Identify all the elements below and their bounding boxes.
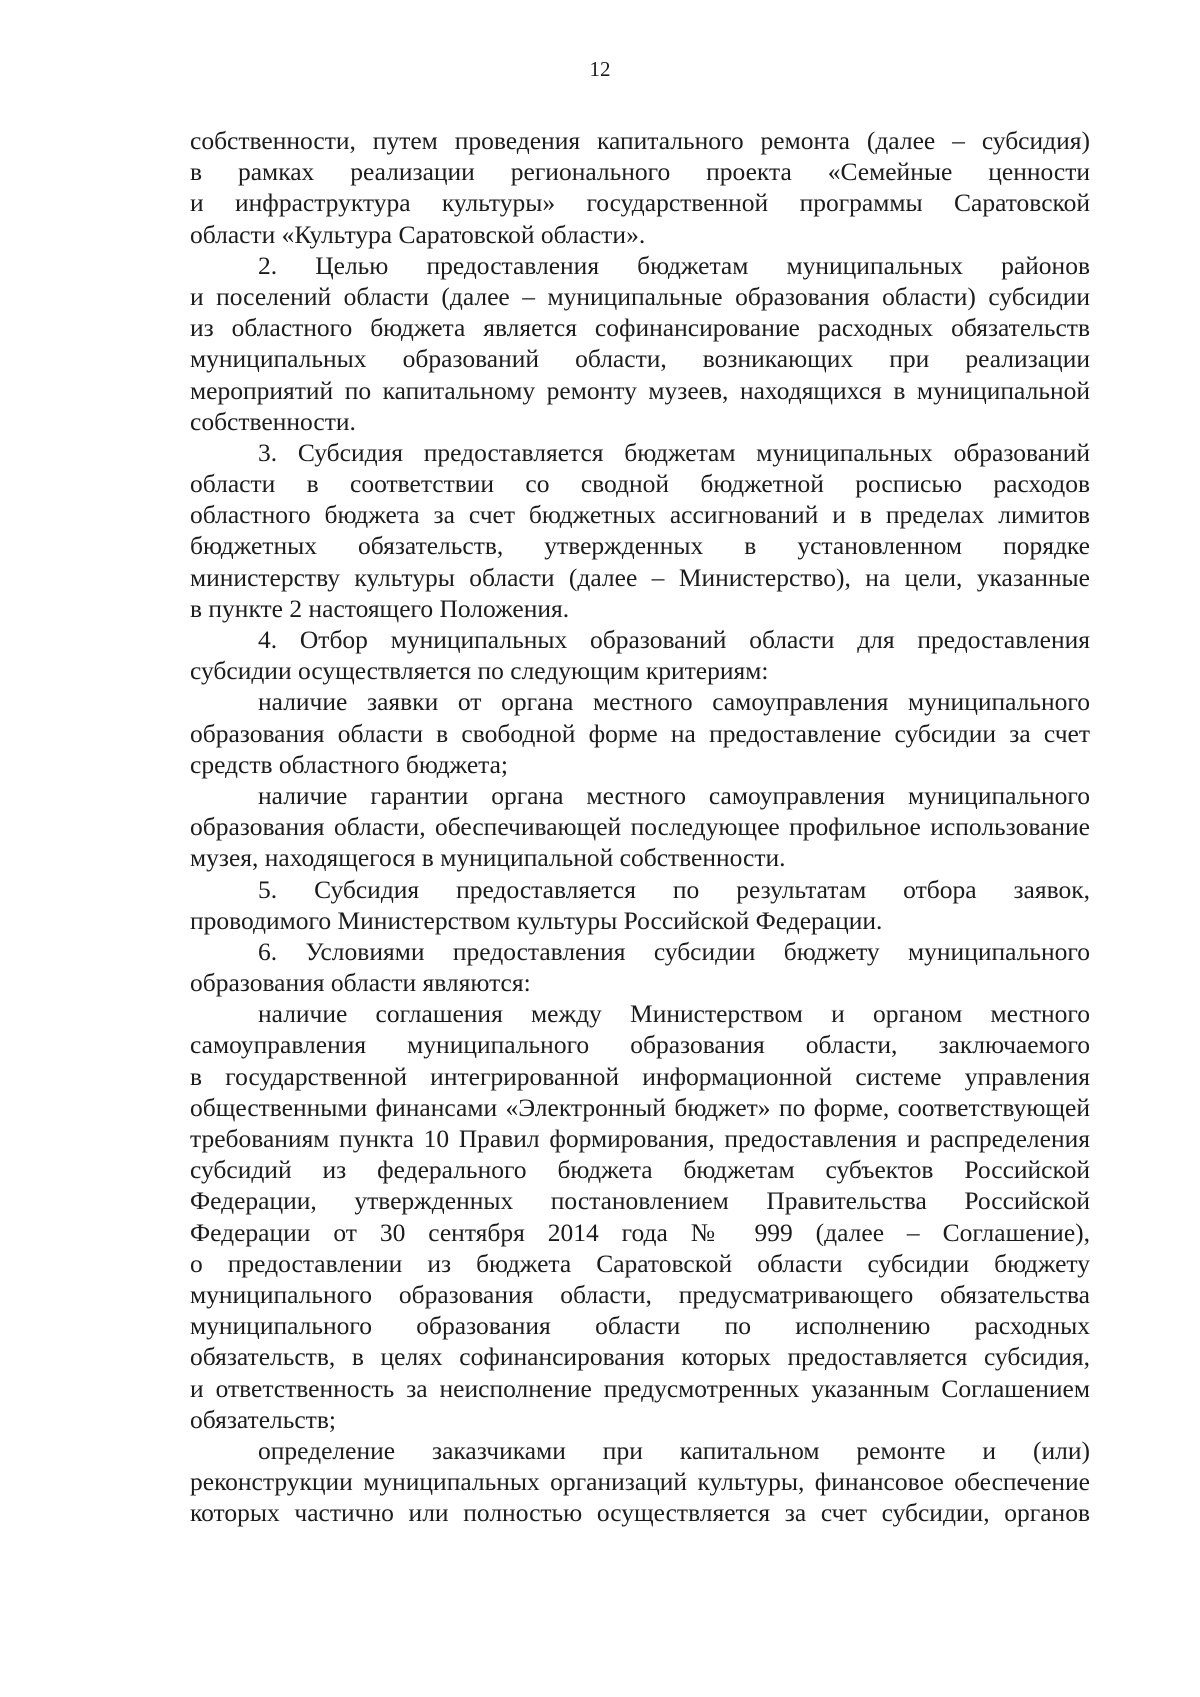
text-line: образования области в свободной форме на предоставление субсидии за счет xyxy=(190,718,1090,748)
text-line: в пункте 2 настоящего Положения. xyxy=(190,593,570,623)
text-line: собственности, путем проведения капитального ремонта (далее – субсидия) xyxy=(190,126,1090,155)
text-line: музея, находящегося в муниципальной собственности. xyxy=(190,843,786,873)
text-line: которых частично или полностью осуществляется за счет субсидии, органов xyxy=(190,1498,1090,1528)
text-line: 5. Субсидия предоставляется по результатам отбора заявок, xyxy=(258,874,1090,904)
text-line: реконструкции муниципальных организаций культуры, финансовое обеспечение xyxy=(190,1467,1090,1497)
text-line: субсидий из федерального бюджета бюджетам субъектов Российской xyxy=(190,1155,1090,1185)
text-line: 6. Условиями предоставления субсидии бюджету муниципального xyxy=(258,936,1090,966)
text-line: из областного бюджета является софинансирование расходных обязательств xyxy=(190,313,1090,343)
text-line: мероприятий по капитальному ремонту музеев, находящихся в муниципальной xyxy=(190,375,1090,405)
text-line: о предоставлении из бюджета Саратовской области субсидии бюджету xyxy=(190,1248,1090,1278)
text-line: Федерации, утвержденных постановлением Правительства Российской xyxy=(190,1186,1090,1216)
text-line: наличие заявки от органа местного самоуправления муниципального xyxy=(258,687,1090,717)
text-line: самоуправления муниципального образования области, заключаемого xyxy=(190,1030,1090,1060)
text-line: определение заказчиками при капитальном ремонте и (или) xyxy=(258,1435,1090,1465)
text-line: субсидии осуществляется по следующим критериям: xyxy=(190,656,769,686)
text-line: Федерации от 30 сентября 2014 года № 999 (далее – Соглашение), xyxy=(190,1217,1090,1247)
text-line: в рамках реализации регионального проекта «Семейные ценности xyxy=(190,157,1090,187)
text-line: и ответственность за неисполнение предусмотренных указанным Соглашением xyxy=(190,1373,1090,1403)
text-line: обязательств; xyxy=(190,1404,336,1434)
text-line: 3. Субсидия предоставляется бюджетам муниципальных образований xyxy=(258,437,1090,467)
text-line: собственности. xyxy=(190,406,356,436)
text-line: требованиям пункта 10 Правил формирования, предоставления и распределения xyxy=(190,1124,1090,1153)
text-line: области «Культура Саратовской области». xyxy=(190,219,646,249)
text-line: обязательств, в целях софинансирования которых предоставляется субсидия, xyxy=(190,1342,1090,1372)
text-line: муниципального образования области, предусматривающего обязательства xyxy=(190,1279,1090,1309)
text-line: и поселений области (далее – муниципальные образования области) субсидии xyxy=(190,281,1090,311)
text-line: бюджетных обязательств, утвержденных в установленном порядке xyxy=(190,531,1090,561)
page-number: 12 xyxy=(589,57,611,81)
text-line: областного бюджета за счет бюджетных ассигнований и в пределах лимитов xyxy=(190,500,1090,530)
text-line: образования области являются: xyxy=(190,968,531,998)
text-line: 2. Целью предоставления бюджетам муниципальных районов xyxy=(258,250,1090,280)
text-line: средств областного бюджета; xyxy=(190,749,509,779)
text-line: области в соответствии со сводной бюджетной росписью расходов xyxy=(190,469,1090,499)
document-body xyxy=(190,125,1090,1528)
text-line: наличие гарантии органа местного самоуправления муниципального xyxy=(258,780,1090,810)
text-line: министерству культуры области (далее – Министерство), на цели, указанные xyxy=(190,562,1090,592)
text-line: и инфраструктура культуры» государственной программы Саратовской xyxy=(190,188,1090,218)
text-line: образования области, обеспечивающей последующее профильное использование xyxy=(190,812,1090,842)
text-line: в государственной интегрированной информационной системе управления xyxy=(190,1061,1090,1091)
text-line: муниципального образования области по исполнению расходных xyxy=(190,1311,1090,1341)
text-line: 4. Отбор муниципальных образований области для предоставления xyxy=(258,625,1090,654)
text-line: наличие соглашения между Министерством и органом местного xyxy=(258,999,1090,1029)
text-line: муниципальных образований области, возникающих при реализации xyxy=(190,344,1090,374)
text-line: проводимого Министерством культуры Российской Федерации. xyxy=(190,905,883,935)
text-line: общественными финансами «Электронный бюджет» по форме, соответствующей xyxy=(190,1092,1090,1122)
